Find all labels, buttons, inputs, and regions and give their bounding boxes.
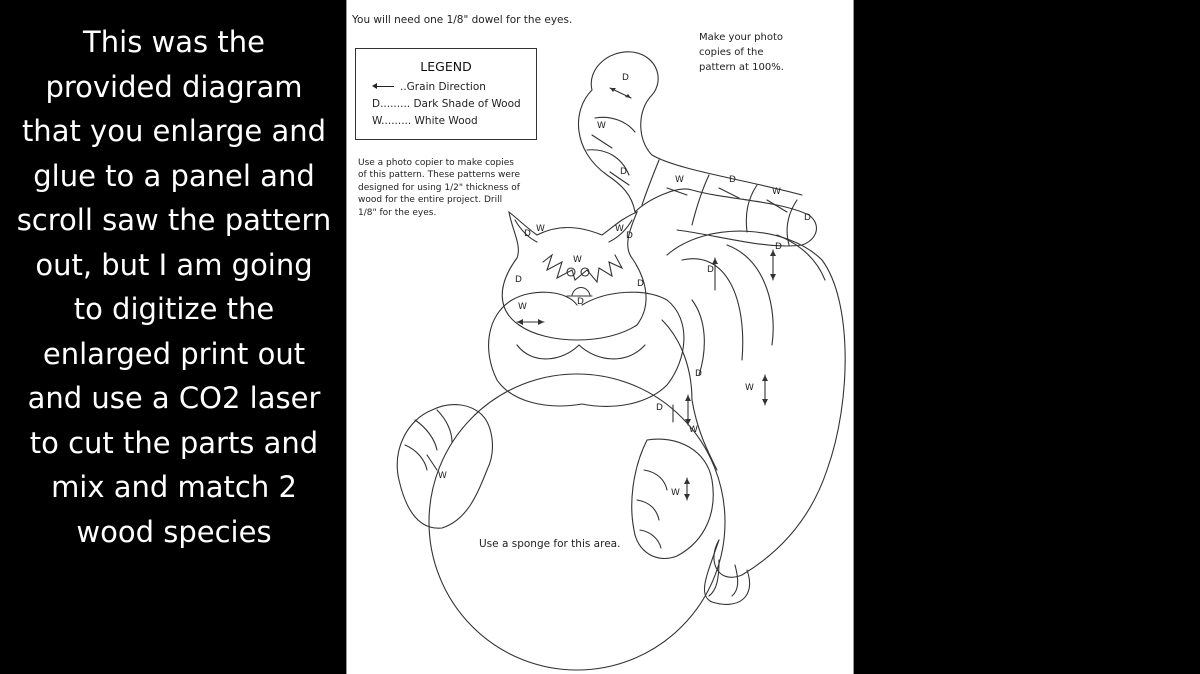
white-mark: W	[615, 224, 624, 234]
dark-mark: D	[695, 369, 702, 379]
right-paw-toes	[637, 470, 667, 548]
left-paw-toes	[405, 410, 452, 470]
ball-outline	[429, 374, 725, 670]
body-stripes	[682, 235, 825, 375]
nose	[572, 288, 590, 296]
dark-mark: D	[626, 231, 633, 241]
dark-mark: D	[656, 403, 663, 413]
dark-mark: D	[729, 175, 736, 185]
cat-body-outline	[667, 231, 845, 577]
white-mark: W	[671, 488, 680, 498]
white-mark: W	[518, 302, 527, 312]
white-mark: W	[689, 425, 698, 435]
hind-toes	[709, 560, 738, 596]
dark-mark: D	[515, 275, 522, 285]
legend-box	[355, 48, 537, 140]
white-mark: W	[675, 175, 684, 185]
white-mark: W	[772, 187, 781, 197]
legend-grain-row	[372, 81, 486, 93]
dark-mark: D	[637, 279, 644, 289]
white-mark: W	[573, 255, 582, 265]
grain-arrows	[427, 88, 787, 500]
mouth	[517, 345, 645, 359]
right-paw	[632, 439, 713, 558]
dark-mark: D	[524, 229, 531, 239]
dark-mark: D	[622, 73, 629, 83]
dark-mark: D	[620, 167, 627, 177]
legend-white-row: W......... White Wood	[372, 115, 478, 127]
white-mark: W	[597, 121, 606, 131]
legend-title: LEGEND	[420, 59, 472, 74]
grain-arrow-icon	[372, 82, 398, 90]
legend-dark-row: D......... Dark Shade of Wood	[372, 98, 521, 110]
white-mark: W	[745, 383, 754, 393]
dark-mark: D	[775, 242, 782, 252]
caption-text: This was the provided diagram that you enlarge and glue to a panel and scroll saw the pattern out, but I am going to digitize the enlarged print out and use a CO2 laser to cut the parts and mix and match 2 wood species	[16, 25, 332, 549]
dark-mark: D	[707, 265, 714, 275]
copier-instructions: Use a photo copier to make copies of this pattern. These patterns were designed for using 1/2" thickness of wood for the entire project. Drill 1/8" for the eyes.	[358, 158, 520, 218]
sponge-note: Use a sponge for this area.	[479, 538, 621, 550]
left-paw	[397, 405, 492, 529]
dowel-note: You will need one 1/8" dowel for the eyes.	[352, 14, 573, 26]
tail-outline	[578, 52, 816, 246]
white-mark: W	[438, 471, 447, 481]
dark-mark: D	[804, 213, 811, 223]
pattern-sheet	[346, 0, 854, 674]
photo-copy-note: Make your photo copies of the pattern at 100%.	[699, 32, 784, 73]
white-mark: W	[536, 224, 545, 234]
dark-mark: D	[577, 297, 584, 307]
legend-grain-label: ..Grain Direction	[400, 81, 486, 93]
